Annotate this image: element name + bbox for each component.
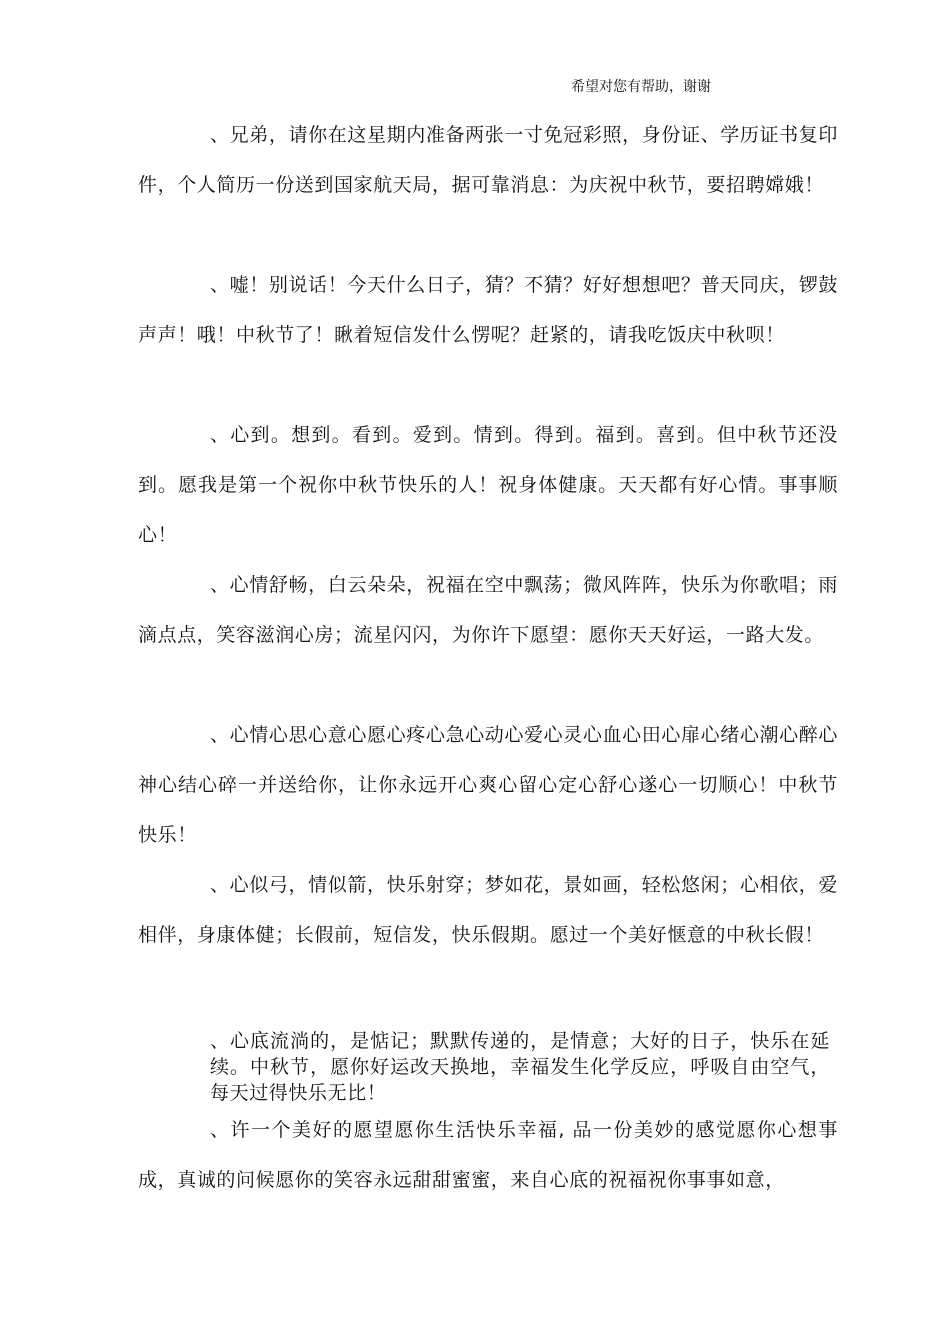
paragraph-2: 、嘘！别说话！今天什么日子，猜？不猜？好好想想吧？普天同庆，锣鼓声声！哦！中秋节了！瞅着短信发什么愣呢？赶紧的，请我吃饭庆中秋呗！ — [138, 274, 838, 346]
paragraph-3: 、心到。想到。看到。爱到。情到。得到。福到。喜到。但中秋节还没到。愿我是第一个祝你中秋节快乐的人！祝身体健康。天天都有好心情。事事顺心！ — [138, 424, 838, 546]
paragraph-8: 、许一个美好的愿望愿你生活快乐幸福, 品一份美妙的感觉愿你心想事成，真诚的问候愿你的笑容永远甜甜蜜蜜，来自心底的祝福祝你事事如意， — [138, 1119, 838, 1191]
paragraph-7: 、心底流淌的，是惦记；默默传递的，是情意；大好的日子，快乐在延续。中秋节，愿你好运改天换地，幸福发生化学反应，呼吸自由空气，每天过得快乐无比！ — [210, 1030, 830, 1104]
paragraph-6: 、心似弓，情似箭，快乐射穿；梦如花，景如画，轻松悠闲；心相依，爱相伴，身康体健；长假前，短信发，快乐假期。愿过一个美好惬意的中秋长假！ — [138, 874, 838, 946]
paragraph-5: 、心情心思心意心愿心疼心急心动心爱心灵心血心田心扉心绪心潮心醉心神心结心碎一并送给你，让你永远开心爽心留心定心舒心遂心一切顺心！中秋节快乐！ — [138, 724, 838, 846]
paragraph-1: 、兄弟，请你在这星期内准备两张一寸免冠彩照，身份证、学历证书复印件，个人简历一份送到国家航天局，据可靠消息：为庆祝中秋节，要招聘嫦娥！ — [138, 124, 838, 196]
helpful-note: 希望对您有帮助，谢谢 — [571, 79, 711, 95]
paragraph-4: 、心情舒畅，白云朵朵，祝福在空中飘荡；微风阵阵，快乐为你歌唱；雨滴点点，笑容滋润心房；流星闪闪，为你许下愿望：愿你天天好运，一路大发。 — [138, 574, 838, 646]
